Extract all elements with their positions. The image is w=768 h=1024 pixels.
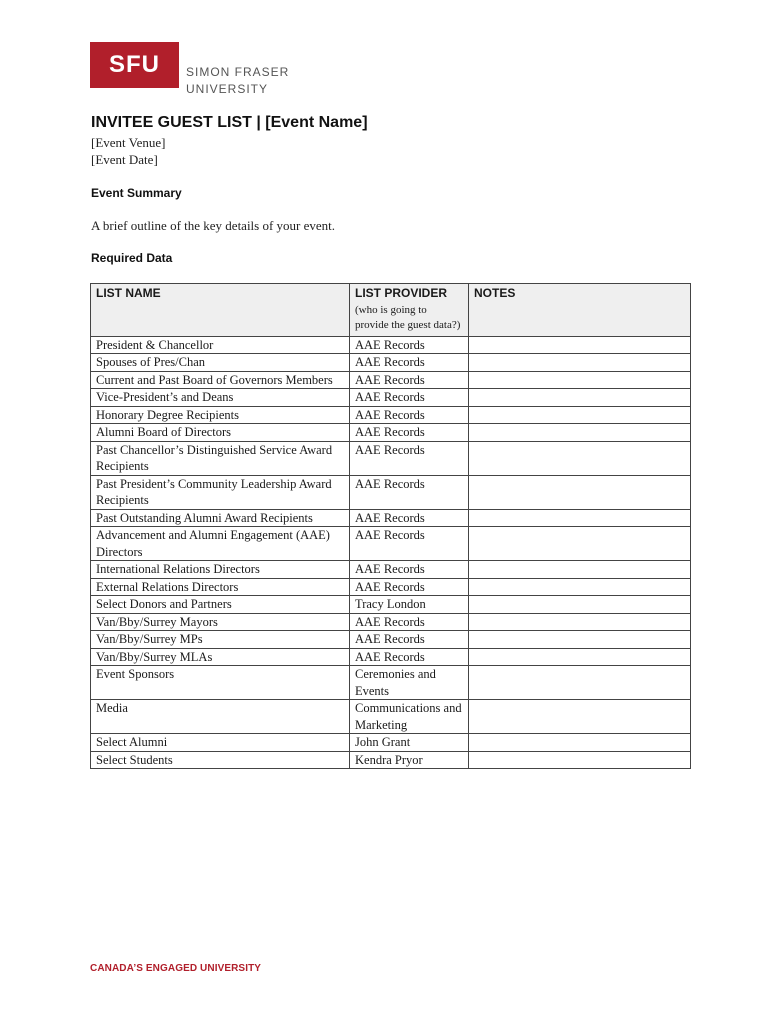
event-venue: [Event Venue] <box>91 135 166 150</box>
list-provider-cell: Kendra Pryor <box>350 751 469 769</box>
table-row <box>91 509 691 527</box>
notes-cell <box>469 475 691 509</box>
list-name-cell: Advancement and Alumni Engagement (AAE) Directors <box>91 527 350 561</box>
table-row <box>91 666 691 700</box>
notes-header-label: NOTES <box>474 286 516 300</box>
sfu-logo <box>90 42 290 96</box>
list-provider-cell: AAE Records <box>350 613 469 631</box>
table-header-row <box>91 284 691 337</box>
list-provider-header-note: (who is going to provide the guest data?) <box>355 303 461 331</box>
list-name-header-label: LIST NAME <box>96 286 161 300</box>
list-name-cell: Van/Bby/Surrey MPs <box>91 631 350 649</box>
list-name-cell: Van/Bby/Surrey Mayors <box>91 613 350 631</box>
table-row <box>91 371 691 389</box>
list-provider-cell: AAE Records <box>350 648 469 666</box>
table-row <box>91 700 691 734</box>
list-name-cell: International Relations Directors <box>91 561 350 579</box>
list-name-cell: Select Alumni <box>91 734 350 752</box>
list-name-cell: Vice-President’s and Deans <box>91 389 350 407</box>
summary-heading: Event Summary <box>91 186 182 200</box>
list-provider-header-label: LIST PROVIDER <box>355 286 448 300</box>
list-name-cell: Alumni Board of Directors <box>91 424 350 442</box>
table-row <box>91 734 691 752</box>
notes-cell <box>469 561 691 579</box>
list-provider-cell: AAE Records <box>350 336 469 354</box>
table-row <box>91 578 691 596</box>
col-header-list-provider <box>350 284 469 337</box>
list-provider-cell: AAE Records <box>350 406 469 424</box>
list-provider-cell: AAE Records <box>350 441 469 475</box>
table-row <box>91 424 691 442</box>
table-row <box>91 751 691 769</box>
list-provider-cell: John Grant <box>350 734 469 752</box>
notes-cell <box>469 371 691 389</box>
notes-cell <box>469 424 691 442</box>
table-row <box>91 354 691 372</box>
list-provider-cell: AAE Records <box>350 631 469 649</box>
list-provider-cell: AAE Records <box>350 578 469 596</box>
notes-cell <box>469 441 691 475</box>
notes-cell <box>469 336 691 354</box>
list-name-cell: Current and Past Board of Governors Members <box>91 371 350 389</box>
table-row <box>91 389 691 407</box>
list-provider-cell: Ceremonies and Events <box>350 666 469 700</box>
list-provider-cell: Communications and Marketing <box>350 700 469 734</box>
table-row <box>91 406 691 424</box>
list-provider-cell: AAE Records <box>350 509 469 527</box>
notes-cell <box>469 406 691 424</box>
table-row <box>91 441 691 475</box>
list-provider-cell: AAE Records <box>350 475 469 509</box>
list-provider-cell: AAE Records <box>350 424 469 442</box>
list-name-cell: Past Outstanding Alumni Award Recipients <box>91 509 350 527</box>
notes-cell <box>469 631 691 649</box>
list-name-cell: Media <box>91 700 350 734</box>
event-date: [Event Date] <box>91 152 158 167</box>
table-row <box>91 596 691 614</box>
notes-cell <box>469 527 691 561</box>
list-name-cell: Van/Bby/Surrey MLAs <box>91 648 350 666</box>
notes-cell <box>469 648 691 666</box>
notes-cell <box>469 613 691 631</box>
notes-cell <box>469 578 691 596</box>
logo-line-1: SIMON FRASER <box>186 65 290 79</box>
list-provider-cell: AAE Records <box>350 389 469 407</box>
logo-line-2: UNIVERSITY <box>186 82 269 96</box>
list-name-cell: Event Sponsors <box>91 666 350 700</box>
required-data-heading: Required Data <box>91 251 173 265</box>
list-name-cell: Select Students <box>91 751 350 769</box>
notes-cell <box>469 734 691 752</box>
list-name-cell: Past Chancellor’s Distinguished Service Award Recipients <box>91 441 350 475</box>
notes-cell <box>469 751 691 769</box>
list-name-cell: Honorary Degree Recipients <box>91 406 350 424</box>
notes-cell <box>469 389 691 407</box>
table-row <box>91 561 691 579</box>
table-row <box>91 613 691 631</box>
col-header-list-name <box>91 284 350 337</box>
notes-cell <box>469 509 691 527</box>
list-provider-cell: AAE Records <box>350 371 469 389</box>
list-name-cell: Select Donors and Partners <box>91 596 350 614</box>
table-row <box>91 631 691 649</box>
notes-cell <box>469 666 691 700</box>
col-header-notes <box>469 284 691 337</box>
table-row <box>91 527 691 561</box>
table-row <box>91 475 691 509</box>
notes-cell <box>469 596 691 614</box>
guest-list-table <box>90 283 691 769</box>
list-name-cell: Spouses of Pres/Chan <box>91 354 350 372</box>
sfu-logo-mark: SFU <box>90 42 179 88</box>
list-provider-cell: AAE Records <box>350 561 469 579</box>
footer-tagline: CANADA’S ENGAGED UNIVERSITY <box>90 963 262 974</box>
notes-cell <box>469 354 691 372</box>
list-provider-cell: Tracy London <box>350 596 469 614</box>
list-name-cell: Past President’s Community Leadership Award Recipients <box>91 475 350 509</box>
list-name-cell: External Relations Directors <box>91 578 350 596</box>
page-title: INVITEE GUEST LIST | [Event Name] <box>91 114 368 131</box>
list-name-cell: President & Chancellor <box>91 336 350 354</box>
notes-cell <box>469 700 691 734</box>
list-provider-cell: AAE Records <box>350 527 469 561</box>
summary-text: A brief outline of the key details of your event. <box>91 218 336 233</box>
table-row <box>91 336 691 354</box>
table-row <box>91 648 691 666</box>
sfu-logo-wordmark <box>186 42 290 96</box>
list-provider-cell: AAE Records <box>350 354 469 372</box>
